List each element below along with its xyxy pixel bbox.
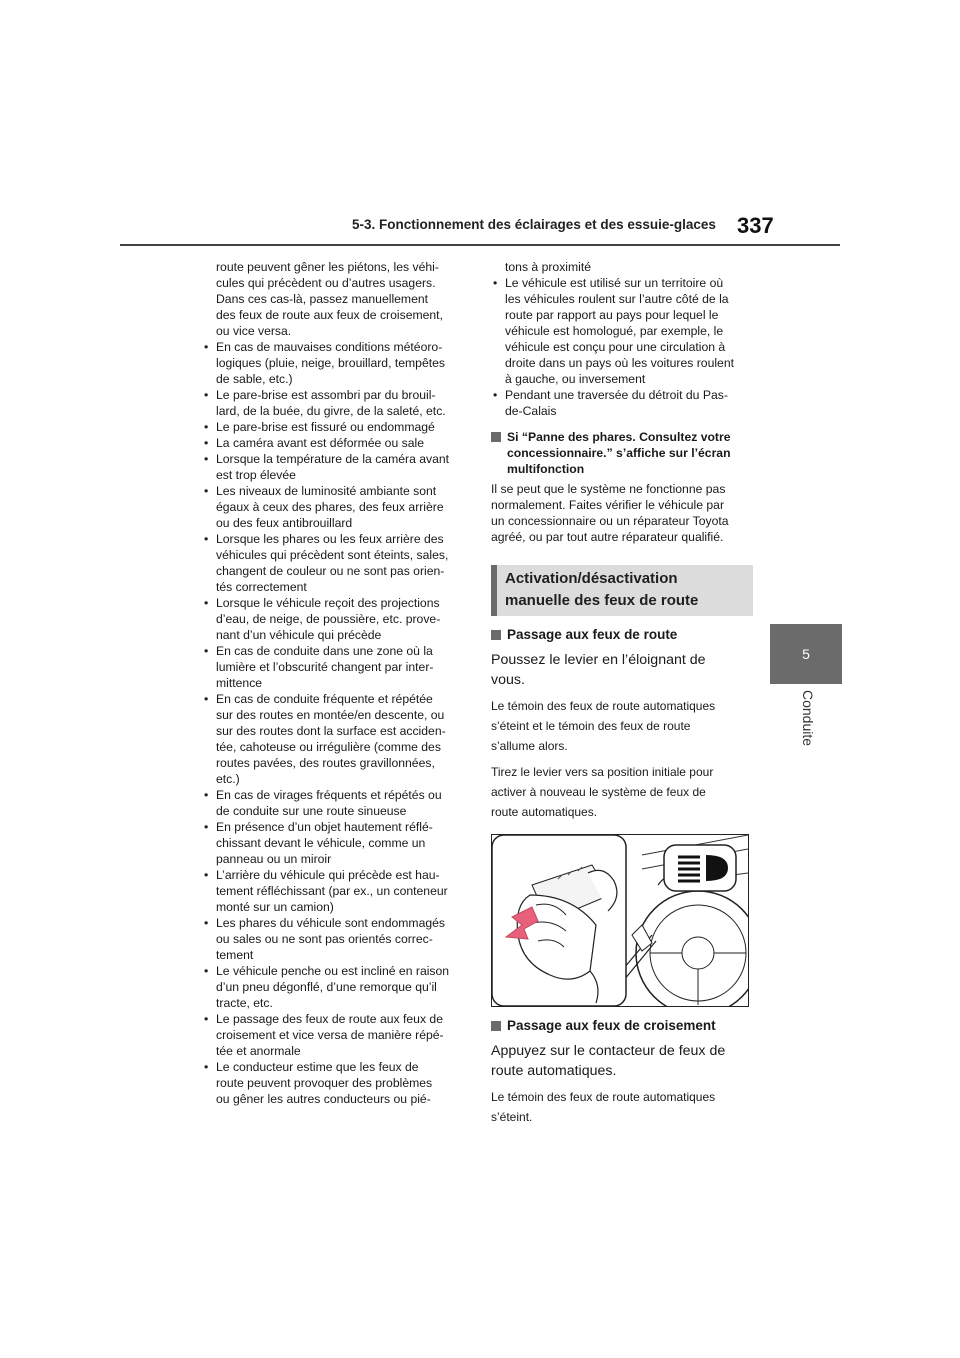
list-item: • Les niveaux de luminosité ambiante sont égaux à ceux des phares, des feux arrière ou des feux antibrouillard	[202, 483, 470, 531]
list-item: • Le conducteur estime que les feux de route peuvent provoquer des problèmes ou gêner les autres conducteurs ou pié-	[202, 1059, 470, 1107]
header-divider	[120, 244, 840, 246]
list-item: • Lorsque les phares ou les feux arrière des véhicules qui précèdent sont éteints, sales, changent de couleur ou ne sont pas orien- tés correctement	[202, 531, 470, 595]
list-item: • Le véhicule est utilisé sur un territoire où les véhicules roulent sur l’autre côté de la route par rapport au pays pour lequel le véhicule est homologué, par exemple, le véhicule est conçu pour une circulation à droite dans un pays où les voitures roulent à gauche, ou inversement	[491, 275, 753, 387]
chapter-tab[interactable]	[770, 624, 842, 684]
condition-list	[202, 339, 470, 1107]
list-item: • En cas de mauvaises conditions météoro- logiques (pluie, neige, brouillard, tempêtes de sable, etc.)	[202, 339, 470, 387]
list-item: • Le pare-brise est fissuré ou endommagé	[202, 419, 470, 435]
page-number: 337	[737, 213, 774, 238]
list-item: • En présence d’un objet hautement réflé- chissant devant le véhicule, comme un panneau ou un miroir	[202, 819, 470, 867]
chapter-side-label: Conduite	[800, 690, 816, 747]
lead-paragraph: route peuvent gêner les piétons, les véhi- cules qui précèdent ou d’autres usagers. Dans ces cas-là, passez manuellement des feux de route aux feux de croisement, ou vice versa.	[216, 260, 443, 338]
low-beam-heading	[491, 1017, 753, 1035]
list-item: • Le véhicule penche ou est incliné en raison d’un pneu dégonflé, d’une remorque qu’il tracte, etc.	[202, 963, 470, 1011]
list-item: • L’arrière du véhicule qui précède est hau- tement réfléchissant (par ex., un conteneur monté sur un camion)	[202, 867, 470, 915]
high-beam-description: Le témoin des feux de route automatiques s’éteint et le témoin des feux de route s’allume alors.	[491, 699, 716, 753]
list-item: • La caméra avant est déformée ou sale	[202, 435, 470, 451]
square-bullet-icon	[491, 1021, 501, 1031]
list-item: • Le pare-brise est assombri par du brouil- lard, de la buée, du givre, de la saleté, etc.	[202, 387, 470, 419]
right-column	[491, 259, 753, 1127]
chapter-tab-number: 5	[802, 646, 810, 662]
warning-text: Il se peut que le système ne fonctionne pas normalement. Faites vérifier le véhicule par un concessionnaire ou un réparateur Toyota agréé, ou par tout autre réparateur qualifié.	[491, 482, 729, 544]
list-item: • Les phares du véhicule sont endommagés ou sales ou ne sont pas orientés correc- tement	[202, 915, 470, 963]
high-beam-heading	[491, 626, 753, 644]
left-column	[202, 259, 470, 1107]
list-item: • En cas de virages fréquents et répétés ou de conduite sur une route sinueuse	[202, 787, 470, 819]
section-heading: Activation/désactivation manuelle des feux de route	[491, 565, 753, 616]
square-bullet-icon	[491, 630, 501, 640]
chapter-title: 5-3. Fonctionnement des éclairages et des essuie-glaces	[352, 217, 716, 232]
high-beam-instruction: Poussez le levier en l’éloignant de vous.	[491, 652, 706, 688]
lever-illustration	[491, 834, 749, 1007]
warning-heading	[491, 429, 753, 477]
warning-heading-text: Si “Panne des phares. Consultez votre concessionnaire.” s’affiche sur l’écran multifonction	[507, 430, 731, 476]
continued-text: tons à proximité	[505, 260, 592, 274]
list-item: • Le passage des feux de route aux feux de croisement et vice versa de manière répé- tée et anormale	[202, 1011, 470, 1059]
list-item: • Pendant une traversée du détroit du Pas- de-Calais	[491, 387, 753, 419]
low-beam-description: Le témoin des feux de route automatiques s’éteint.	[491, 1090, 716, 1124]
high-beam-heading-text: Passage aux feux de route	[507, 627, 678, 642]
low-beam-instruction: Appuyez sur le contacteur de feux de route automatiques.	[491, 1043, 726, 1079]
low-beam-heading-text: Passage aux feux de croisement	[507, 1018, 716, 1033]
condition-list-continued	[491, 275, 753, 419]
lever-drawing	[492, 835, 748, 1006]
list-item: • En cas de conduite dans une zone où la lumière et l’obscurité changent par inter- mittence	[202, 643, 470, 691]
list-item: • Lorsque la température de la caméra avant est trop élevée	[202, 451, 470, 483]
high-beam-reset-note: Tirez le levier vers sa position initiale pour activer à nouveau le système de feux de route automatiques.	[491, 765, 714, 819]
square-bullet-icon	[491, 432, 501, 442]
list-item: • Lorsque le véhicule reçoit des projections d’eau, de neige, de poussière, etc. prove- nant d’un véhicule qui précède	[202, 595, 470, 643]
list-item: • En cas de conduite fréquente et répétée sur des routes en montée/en descente, ou sur des routes dont la surface est acciden- tée, cahoteuse ou irrégulière (comme des routes pavées, des routes gravillonnées, etc.)	[202, 691, 470, 787]
